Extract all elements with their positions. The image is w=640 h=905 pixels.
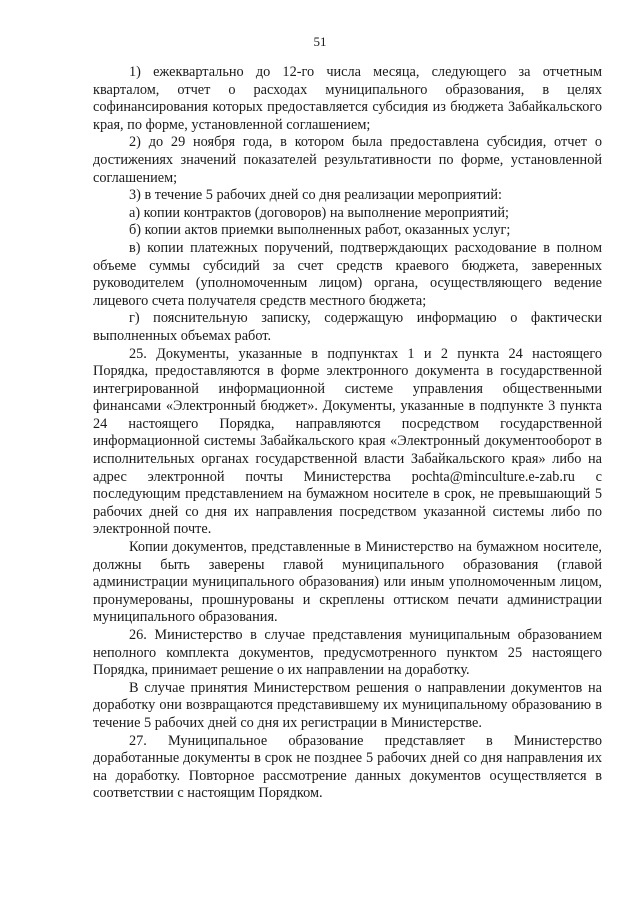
paragraph-explanatory-note: г) пояснительную записку, содержащую информацию о фактически выполненных объемах работ. <box>93 310 602 344</box>
paragraph-within-5-days: 3) в течение 5 рабочих дней со дня реализации мероприятий: <box>129 187 502 204</box>
paragraph-november-report: 2) до 29 ноября года, в котором была предоставлена субсидия, отчет о достижениях значений показателей результативности по форме, установленной соглашением; <box>93 134 602 186</box>
document-body <box>93 64 602 803</box>
paragraph-contracts: а) копии контрактов (договоров) на выполнение мероприятий; <box>129 204 509 221</box>
paragraph-quarterly-report: 1) ежеквартально до 12-го числа месяца, следующего за отчетным кварталом, отчет о расходах муниципального образования, в целях софинансирования которых предоставляется субсидия из бюджета Забайкальского края, по форме, установленной соглашением; <box>93 64 602 133</box>
paragraph-acceptance-acts: б) копии актов приемки выполненных работ, оказанных услуг; <box>129 222 511 239</box>
paragraph-item-25: 25. Документы, указанные в подпунктах 1 и 2 пункта 24 настоящего Порядка, предоставляются в форме электронного документа в государственной интегрированной информационной системе управления общественными финансами «Электронный бюджет». Документы, указанные в подпункте 3 пункта 24 настоящего Порядка, направляются посредством государственной информационной системы Забайкальского края «Электронный документооборот в исполнительных органах государственной власти Забайкальского края» либо на адрес электронной почты Министерства pochta@minculture.e-zab.ru с последующим представлением на бумажном носителе в срок, не превышающий 5 рабочих дней со дня их направления посредством указанной системы либо по электронной почте. <box>93 345 602 538</box>
paragraph-item-26: 26. Министерство в случае представления муниципальным образованием неполного комплекта документов, предусмотренного пунктом 25 настоящего Порядка, принимает решение о их направлении на доработку. <box>93 627 602 679</box>
paragraph-payment-orders: в) копии платежных поручений, подтверждающих расходование в полном объеме суммы субсидий за счет средств краевого бюджета, заверенных руководителем (уполномоченным лицом) органа, осуществляющего ведение лицевого счета получателя средств местного бюджета; <box>93 239 602 309</box>
paragraph-document-copies: Копии документов, представленные в Министерство на бумажном носителе, должны быть заверены главой муниципального образования (главой администрации муниципального образования) или иным уполномоченным лицом, пронумерованы, прошнурованы и скреплены оттиском печати администрации муниципального образования. <box>93 539 602 626</box>
paragraph-return-for-revision: В случае принятия Министерством решения о направлении документов на доработку они возвращаются представившему их муниципальному образованию в течение 5 рабочих дней со дня их регистрации в Министерстве. <box>93 679 602 731</box>
page-number: 51 <box>313 34 327 49</box>
paragraph-item-27: 27. Муниципальное образование представляет в Министерство доработанные документы в срок не позднее 5 рабочих дней со дня направления их на доработку. Повторное рассмотрение данных документов осуществляется в соответствии с настоящим Порядком. <box>93 732 602 802</box>
